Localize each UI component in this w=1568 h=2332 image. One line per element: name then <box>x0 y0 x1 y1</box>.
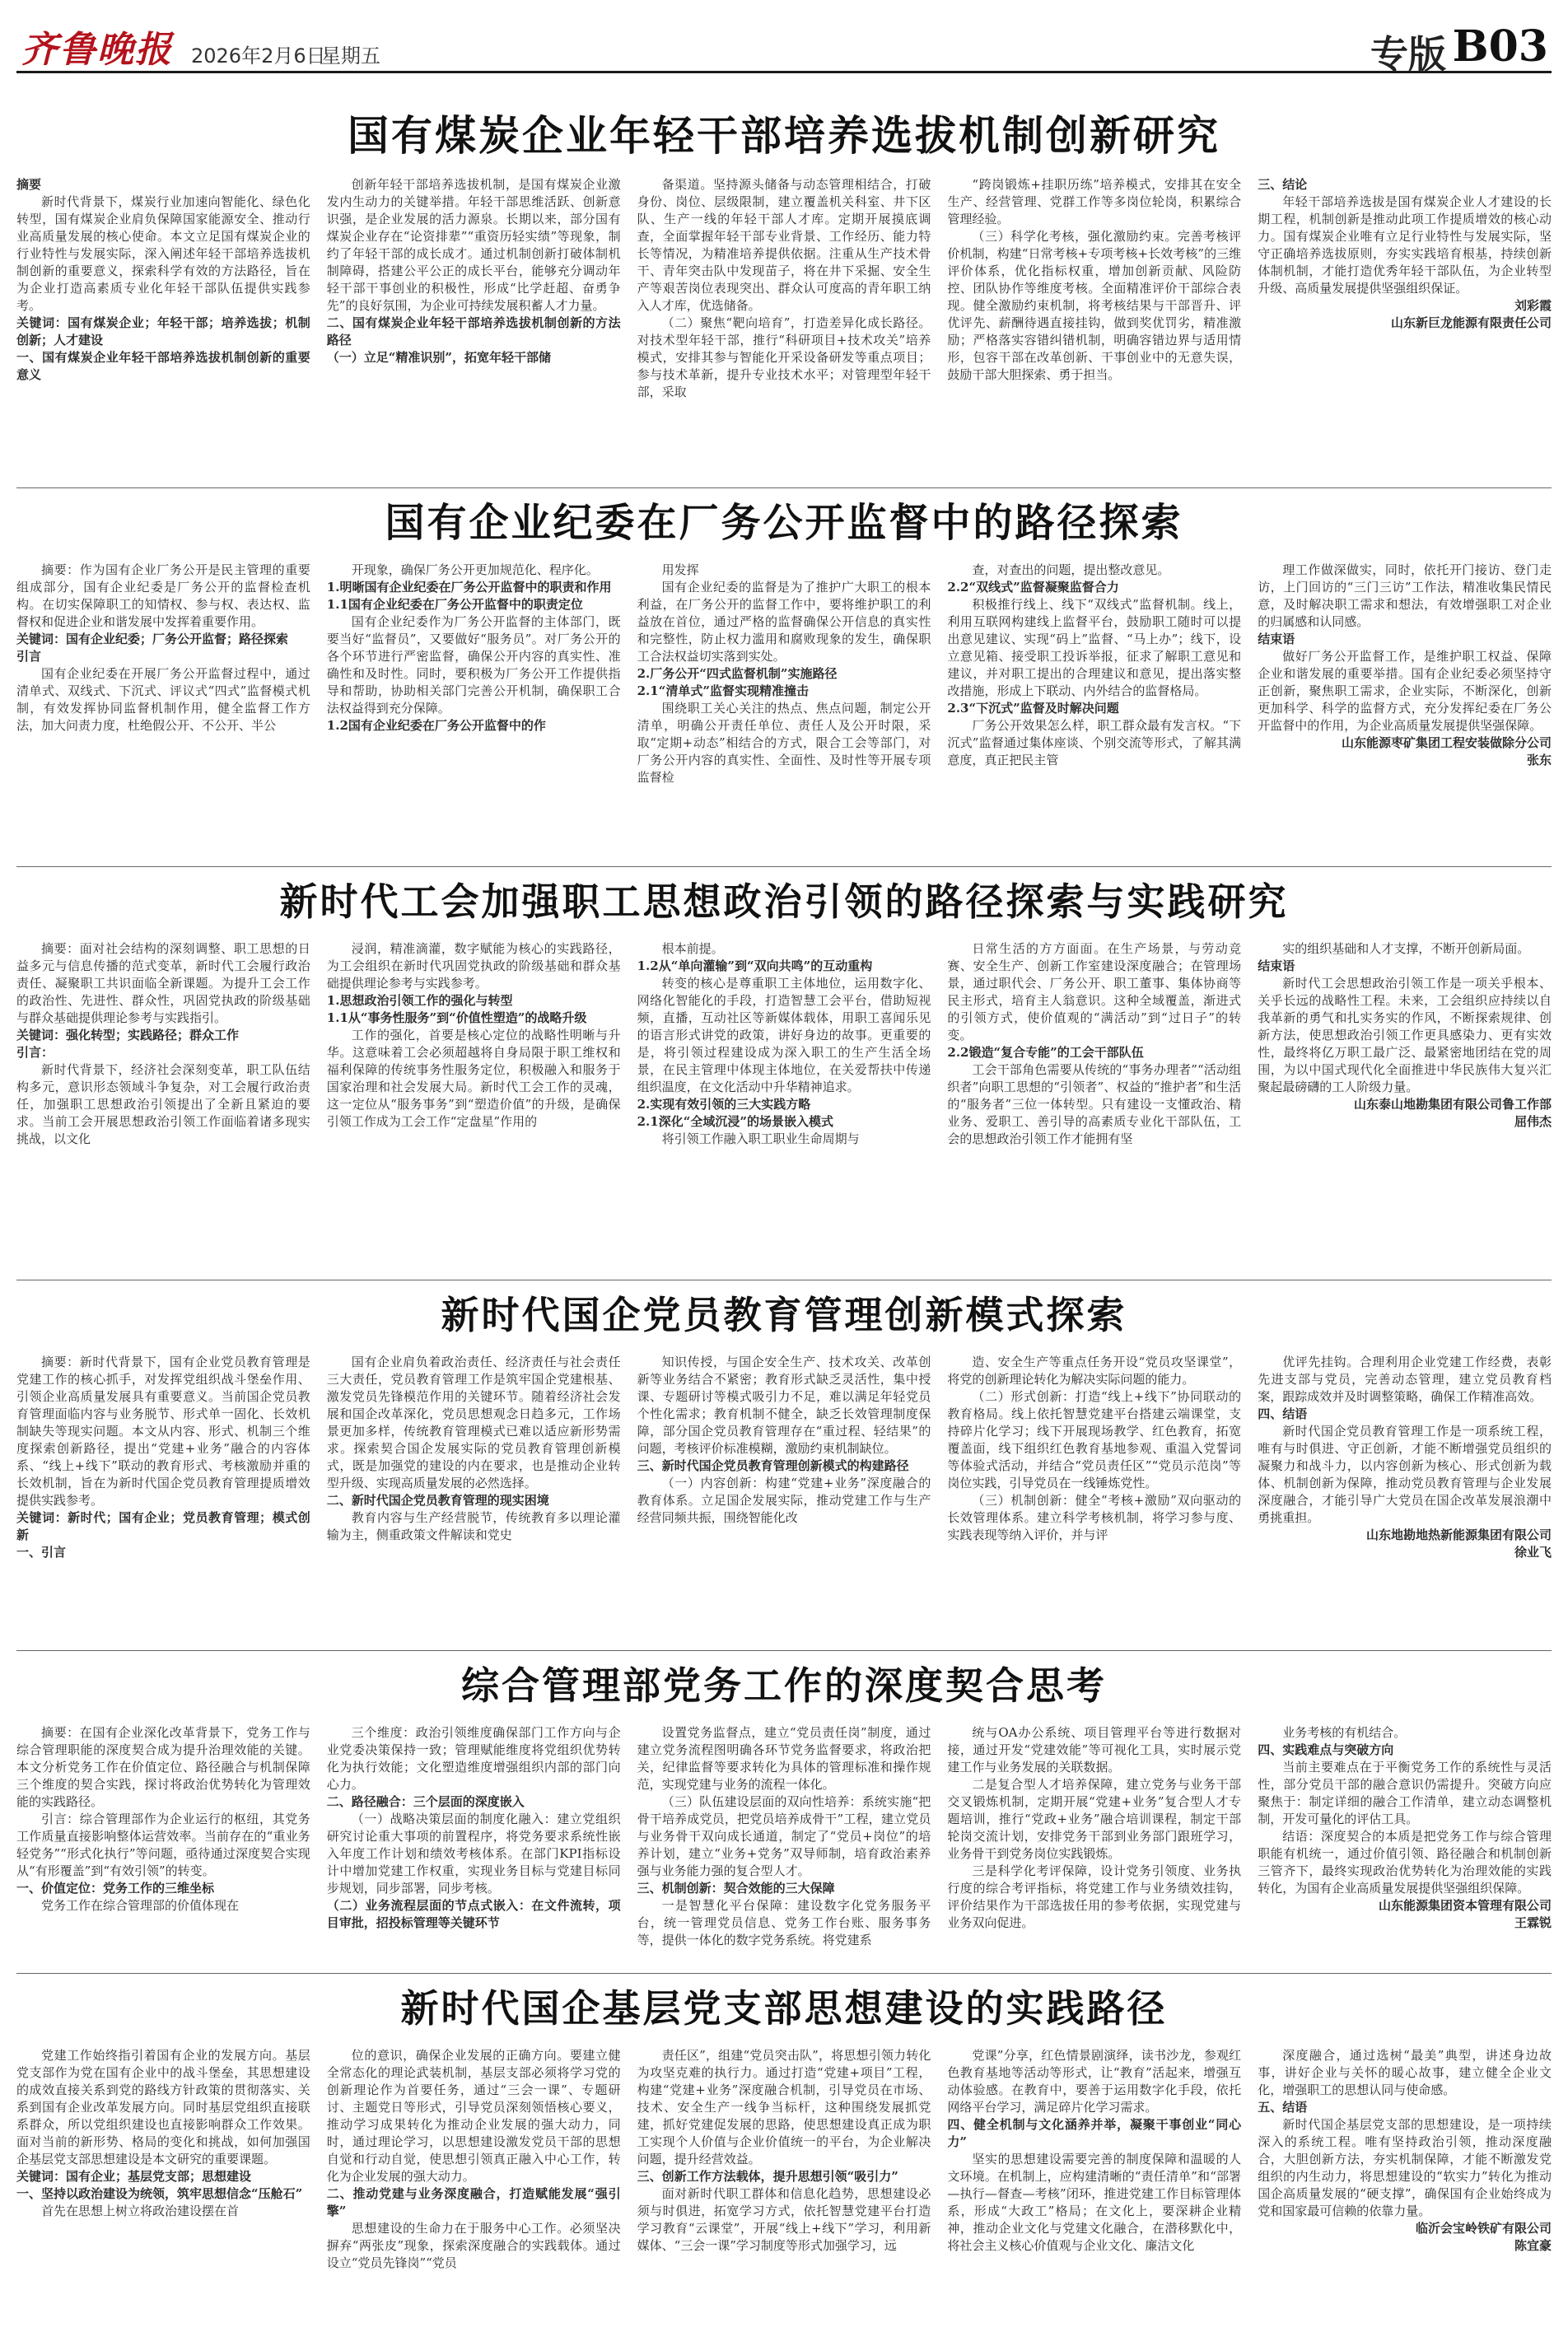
paragraph: 坚实的思想建设需要完善的制度保障和温暖的人文环境。在机制上，应构建清晰的“责任清单”和“部署—执行—督查—考核”闭环，推进党建工作目标管理体系，形成“大政工”格局；在文化上，要深耕企业精神，推动企业文化与党建文化融合，在潜移默化中，将社会主义核心价值观与企业文化、廉洁文化 <box>947 2152 1242 2253</box>
section-label: 专版 <box>1370 32 1446 77</box>
section-heading: 2.实现有效引领的三大实践方略 <box>637 1097 811 1112</box>
section-heading: 三、结论 <box>1258 177 1308 192</box>
section-heading: 1.2从“单向灌输”到“双向共鸣”的互动重构 <box>637 958 873 973</box>
author-line: 山东泰山地勘集团有限公司鲁工作部 <box>1353 1097 1552 1112</box>
paragraph: 优评先挂钩。合理利用企业党建工作经费，表彰先进支部与党员，完善动态管理，建立党员教育档案，跟踪成效并及时调整策略，确保工作精准高效。 <box>1258 1355 1552 1404</box>
article-divider <box>16 1973 1552 1974</box>
section-heading: 2.3“下沉式”监督及时解决问题 <box>947 701 1119 716</box>
paragraph: （一）战略决策层面的制度化融入：建立党组织研究讨论重大事项的前置程序，将党务要求系统性嵌入年度工作计划和绩效考核体系。在部门KPI指标设计中增加党建工作权重，实现业务目标与党建目标同步规划，同步部署，同步考核。 <box>326 1812 621 1896</box>
section-heading: 二、路径融合：三个层面的深度嵌入 <box>326 1794 525 1809</box>
section-heading: 结束语 <box>1258 632 1295 646</box>
paragraph: 深度融合，通过选树“最美”典型，讲述身边故事，讲好企业与关怀的暖心故事，建立健全企业文化，增强职工的思想认同与使命感。 <box>1258 2048 1552 2097</box>
article-columns <box>16 176 1552 506</box>
section-heading: 三、新时代国企党员教育管理创新模式的构建路径 <box>637 1458 909 1473</box>
paragraph: 摘要：作为国有企业厂务公开是民主管理的重要组成部分，国有企业纪委是厂务公开的监督检查机构。在切实保障职工的知情权、参与权、表达权、监督权和促进企业和谐发展中发挥着重要作用。 <box>16 562 310 629</box>
section-heading: （二）业务流程层面的节点式嵌入：在文件流转，项目审批，招投标管理等关键环节 <box>326 1898 621 1930</box>
paragraph: 浸润，精准滴灌，数字赋能为核心的实践路径，为工会组织在新时代巩固党执政的阶级基础和群众基础提供理论参考与实践参考。 <box>326 941 621 991</box>
text-column <box>637 1354 931 1690</box>
text-column <box>1258 940 1552 1322</box>
article-columns <box>16 1724 1552 2013</box>
issue-date: 2026年2月6日 <box>191 44 326 68</box>
page-number: B03 <box>1452 21 1548 72</box>
paragraph: 年轻干部培养选拔是国有煤炭企业人才建设的长期工程，机制创新是推动此项工作提质增效的核心动力。国有煤炭企业唯有立足行业特性与发展实际，坚守正确培养选拔原则，夯实实践培育根基，持续创新体制机制，才能打造优秀年轻干部队伍，为企业转型升级、高质量发展提供坚强组织保证。 <box>1258 194 1552 296</box>
article-columns <box>16 2047 1552 2332</box>
section-heading: 关键词：强化转型；实践路径；群众工作 <box>16 1028 240 1042</box>
text-column <box>16 940 310 1322</box>
section-heading: 引言 <box>16 649 42 664</box>
section-heading: 一、国有煤炭企业年轻干部培养选拔机制创新的重要意义 <box>16 350 310 382</box>
paragraph: 设置党务监督点，建立“党员责任岗”制度，通过建立党务流程图明确各环节党务监督要求，将政治把关，纪律监督等要求转化为具体的管理标准和操作规范，实现党建与业务的流程一体化。 <box>637 1725 931 1792</box>
section-heading: 一、引言 <box>16 1545 67 1560</box>
section-heading: 1.明晰国有企业纪委在厂务公开监督中的职责和作用 <box>326 580 612 595</box>
paragraph: 开现象，确保厂务公开更加规范化、程序化。 <box>351 562 599 577</box>
section-heading: 2.1“清单式”监督实现精准撞击 <box>637 683 809 698</box>
paragraph: （一）内容创新：构建“党建+业务”深度融合的教育体系。立足国企发展实际，推动党建工作与生产经营同频共振，围绕智能化改 <box>637 1476 931 1525</box>
paragraph: 将引领工作融入职工职业生命周期与 <box>661 1131 860 1146</box>
paragraph: 二是复合型人才培养保障，建立党务与业务干部交叉锻炼机制，定期开展“党建+业务”复合型人才专题培训，推行“党政+业务”融合培训课程，制定干部轮岗交流计划，安排党务干部到业务部门跟班学习，业务骨干到党务岗位实践锻炼。 <box>947 1777 1242 1861</box>
text-column <box>1258 2047 1552 2332</box>
section-heading: 三、创新工作方法载体，提升思想引领“吸引力” <box>637 2169 898 2184</box>
author-line: 临沂会宝岭铁矿有限公司 <box>1415 2221 1552 2236</box>
paragraph: 工会干部角色需要从传统的“事务办理者”“活动组织者”向职工思想的“引领者”、权益的“推护者”和生活的“服务者”三位一体转型。只有建设一支懂政治、精业务、爱职工、善引导的高素质专业化干部队伍，工会的思想政治引领工作才能拥有坚 <box>947 1062 1242 1146</box>
text-column <box>637 562 931 906</box>
text-column <box>1258 1724 1552 2013</box>
paragraph: 新时代国企基层党支部的思想建设，是一项持续深入的系统工程。唯有坚持政治引领，推动深度融合，大胆创新方法，夯实机制保障，才能不断激发党组织的内生动力，将思想建设的“软实力”转化为推动国企高质量发展的“硬支撑”，确保国有企业始终成为党和国家最可信赖的依靠力量。 <box>1258 2117 1552 2218</box>
text-column <box>947 2047 1241 2332</box>
section-heading: 2.1深化“全域沉浸”的场景嵌入模式 <box>637 1114 833 1129</box>
section-heading: 关键词：新时代；国有企业；党员教育管理；模式创新 <box>16 1510 310 1542</box>
section-heading: 摘要 <box>16 177 42 192</box>
text-column <box>947 1724 1241 2013</box>
paragraph: 三是科学化考评保障，设计党务引领度、业务执行度的综合考评指标，将党建工作与业务绩效挂钩，评价结果作为干部选拔任用的参考依据，实现党建与业务双向促进。 <box>947 1863 1242 1930</box>
section-heading: 三、机制创新：契合效能的三大保障 <box>637 1881 835 1896</box>
paragraph: 备渠道。坚持源头储备与动态管理相结合，打破身份、岗位、层级限制，建立覆盖机关科室、井下区队、生产一线的年轻干部人才库。定期开展摸底调查，全面掌握年轻干部专业背景、工作经历、能力特长等情况，为精准培养提供依据。注重从生产技术骨干、青年突击队中发现苗子，将在井下采掘、安全生产等艰苦岗位表现突出、群众认可度高的青年职工纳入人才库，优选储备。 <box>637 177 931 313</box>
paragraph: （二）聚焦“靶向培育”，打造差异化成长路径。对技术型年轻干部，推行“科研项目+技术攻关”培养模式，安排其参与智能化开采设备研发等重点项目；参与技术革新，提升专业技术水平；对管理型年轻干部，采取 <box>637 315 931 399</box>
author-line: 张东 <box>1526 753 1552 767</box>
article-title: 国有煤炭企业年轻干部培养选拔机制创新研究 <box>348 111 1220 160</box>
article-divider <box>16 866 1552 867</box>
text-column <box>1258 562 1552 906</box>
section-heading: 四、健全机制与文化涵养并举，凝聚干事创业“同心力” <box>947 2117 1242 2149</box>
text-column <box>16 1354 310 1690</box>
paragraph: 实的组织基础和人才支撑，不断开创新局面。 <box>1282 941 1530 956</box>
paragraph: 首先在思想上树立将政治建设摆在首 <box>41 2204 240 2218</box>
article-columns <box>16 562 1552 906</box>
article-title: 新时代国企基层党支部思想建设的实践路径 <box>400 1986 1168 2031</box>
paragraph: 转变的核心是尊重职工主体地位，运用数字化、网络化智能化的手段，打造智慧工会平台，借助短视频，直播，互动社区等新媒体载体，用职工喜闻乐见的语言形式讲党的政策，讲好身边的故事。更重要的是，将引领过程建设成为深入职工的生产生活全场景，在民主管理中体现主体地位，在关爱帮扶中传递组织温度，在文化活动中升华精神追求。 <box>637 976 931 1094</box>
text-column <box>16 2047 310 2332</box>
paragraph: 面对新时代职工群体和信息化趋势，思想建设必须与时俱进，拓宽学习方式，依托智慧党建平台打造学习教育“云课堂”，开展“线上+线下”学习，利用新媒体、“三会一课”学习制度等形式加强学习，远 <box>637 2186 931 2253</box>
paragraph: 三个维度：政治引领维度确保部门工作方向与企业党委决策保持一致；管理赋能维度将党组织优势转化为执行效能；文化塑造维度增强组织内部的部门向心力。 <box>326 1725 621 1792</box>
text-column <box>1258 1354 1552 1690</box>
text-column <box>637 176 931 506</box>
paragraph: 党建工作始终指引着国有企业的发展方向。基层党支部作为党在国有企业中的战斗堡垒，其思想建设的成效直接关系到党的路线方针政策的贯彻落实、关系到国有企业改革发展方向。同时基层党组织直接联系群众，所以党组织建设也直接影响群众工作效果。面对当前的新形势、格局的变化和挑战，如何加强国企基层党支部思想建设是本文研究的重要课题。 <box>16 2048 310 2166</box>
section-heading: 2.2“双线式”监督凝聚监督合力 <box>947 580 1119 595</box>
paragraph: 当前主要难点在于平衡党务工作的系统性与灵活性，部分党员干部的融合意识仍需提升。突破方向应聚焦于：制定详细的融合工作清单，建立动态调整机制，开发可量化的评估工具。 <box>1258 1760 1552 1826</box>
article-title: 新时代国企党员教育管理创新模式探索 <box>441 1293 1127 1337</box>
paragraph: 积极推行线上、线下“双线式”监督机制。线上，利用互联网构建线上监督平台，鼓励职工随时可以提出意见建议、实现“码上”监督、“马上办”；线下，设立意见箱、接受职工投诉举报，征求了解职工意见和建议，并对职工提出的合理建议和意见，提出落实整改措施，形成上下联动、内外结合的监督格局。 <box>947 597 1242 698</box>
article-divider <box>16 487 1552 488</box>
section-heading: 关键词：国有煤炭企业；年轻干部；培养选拔；机制创新；人才建设 <box>16 315 310 347</box>
author-line: 山东新巨龙能源有限责任公司 <box>1390 315 1552 330</box>
text-column <box>327 562 621 906</box>
paragraph: 国有企业纪委作为厂务公开监督的主体部门，既要当好“监督员”，又要做好“服务员”。对厂务公开的各个环节进行严密监督，确保公开内容的真实性、准确性和及时性。同时，要积极为厂务公开工作提供指导和帮助，协助相关部门完善公开机制，确保职工合法权益得到充分保障。 <box>326 614 621 716</box>
paragraph: （三）机制创新：健全“考核+激励”双向驱动的长效管理体系。建立科学考核机制，将学习参与度、实践表现等纳入评价，并与评 <box>947 1493 1242 1542</box>
section-heading: 1.1从“事务性服务”到“价值性塑造”的战略升级 <box>326 1010 587 1025</box>
paragraph: 一是智慧化平台保障：建设数字化党务服务平台，统一管理党员信息、党务工作台账、服务事务等，提供一体化的数字党务系统。将党建系 <box>637 1898 931 1947</box>
section-heading: 一、坚持以政治建设为统领，筑牢思想信念“压舱石” <box>16 2186 303 2201</box>
section-heading: 关键词：国有企业纪委；厂务公开监督；路径探索 <box>16 632 289 646</box>
article-title: 综合管理部党务工作的深度契合思考 <box>461 1663 1107 1708</box>
text-column <box>16 562 310 906</box>
author-line: 山东地勘地热新能源集团有限公司 <box>1365 1527 1552 1542</box>
paragraph: 做好厂务公开监督工作，是维护职工权益、保障企业和谐发展的重要举措。国有企业纪委必须坚持守正创新，聚焦职工需求，企业实际，不断深化，创新更加科学、科学的监督方式，充分发挥纪委在厂务公开监督中的作用，为企业高质量发展提供坚强保障。 <box>1258 649 1552 733</box>
text-column <box>327 176 621 506</box>
author-line: 刘彩霞 <box>1514 298 1552 313</box>
section-heading: 五、结语 <box>1258 2100 1308 2115</box>
text-column <box>327 2047 621 2332</box>
text-column <box>637 2047 931 2332</box>
paragraph: 创新年轻干部培养选拔机制，是国有煤炭企业激发内生动力的关键举措。年轻干部思维活跃、创新意识强，是企业发展的活力源泉。长期以来，部分国有煤炭企业存在“论资排辈”“重资历轻实绩”等现象，制约了年轻干部的成长成才。通过机制创新打破体制机制障碍，搭建公平公正的成长平台，能够充分调动年轻干部干事创业的积极性，形成“比学赶超、奋勇争先”的良好氛围，为企业可持续发展积蓄人才力量。 <box>326 177 621 313</box>
paragraph: 新时代背景下，煤炭行业加速向智能化、绿色化转型，国有煤炭企业肩负保障国家能源安全、推动行业高质量发展的核心使命。本文立足国有煤炭企业的行业特性与发展实际，深入阐述年轻干部培养选拔机制创新的重要意义，探索科学有效的方法路径，旨在为企业打造高素质专业化年轻干部队伍提供实践参考。 <box>16 194 310 313</box>
paragraph: 新时代国企党员教育管理工作是一项系统工程，唯有与时俱进、守正创新，才能不断增强党员组织的凝聚力和战斗力，以内容创新为核心、形式创新为载体、机制创新为保障，推动党员教育管理与企业发展深度融合，才能引导广大党员在国企改革发展浪潮中勇挑重担。 <box>1258 1424 1552 1525</box>
paragraph: “跨岗锻炼+挂职历练”培养模式，安排其在安全生产、经营管理、党群工作等多岗位轮岗，积累综合管理经验。 <box>947 177 1242 226</box>
section-heading: 引言： <box>16 1045 54 1060</box>
section-heading: 关键词：国有企业；基层党支部；思想建设 <box>16 2169 252 2184</box>
paragraph: 结语：深度契合的本质是把党务工作与综合管理职能有机统一，通过价值引领、路径融合和机制创新三管齐下，最终实现政治优势转化为治理效能的实践转化，为国有企业高质量发展提供坚强组织保障。 <box>1258 1829 1552 1896</box>
paragraph: 引言：综合管理部作为企业运行的枢纽，其党务工作质量直接影响整体运营效率。当前存在的“重业务轻党务”“形式化执行”等问题，亟待通过深度契合实现从“有形覆盖”到“有效引领”的转变。 <box>16 1812 310 1878</box>
text-column <box>327 940 621 1322</box>
paragraph: 摘要：新时代背景下，国有企业党员教育管理是党建工作的核心抓手，对发挥党组织战斗堡垒作用、引领企业高质量发展具有重要意义。当前国企党员教育管理面临内容与业务脱节、形式单一固化、长效机制缺失等现实问题。本文从内容、形式、机制三个维度探索创新路径，提出“党建+业务”融合的内容体系、“线上+线下”联动的教育形式、考核激励并重的长效机制，旨在为新时代国企党员教育管理提质增效提供实践参考。 <box>16 1355 310 1508</box>
paragraph: （三）科学化考核，强化激励约束。完善考核评价机制，构建“日常考核+专项考核+长效考核”的三维评价体系，优化指标权重，增加创新贡献、风险防控、团队协作等维度考核。全面精准评价干部综合表现。健全激励约束机制，将考核结果与干部晋升、评优评先、薪酬待遇直接挂钩，做到奖优罚劣，精准激励；严格落实容错纠错机制，明确容错边界与适用情形，包容干部在改革创新、干事创业中的无意失误，鼓励干部大胆探索、勇于担当。 <box>947 229 1242 382</box>
text-column <box>327 1724 621 2013</box>
paragraph: 日常生活的方方面面。在生产场景，与劳动竞赛、安全生产、创新工作室建设深度融合；在管理场景，通过职代会、厂务公开、职工董事、集体协商等民主形式，培育主人翁意识。这种全域覆盖，渐进式的引领方式，使价值观的“满活动”到“过日子”的转变。 <box>947 941 1242 1042</box>
paragraph: 国有企业肩负着政治责任、经济责任与社会责任三大责任，党员教育管理工作是筑牢国企党建根基、激发党员先锋模范作用的关键环节。随着经济社会发展和国企改革深化，党员思想观念日趋多元，工作场景更加多样，传统教育管理模式已难以适应新形势需求。探索契合国企发展实际的党员教育管理创新模式，既是加强党的建设的内在要求，也是推动企业转型升级、实现高质量发展的必然选择。 <box>326 1355 621 1490</box>
paragraph: 新时代背景下，经济社会深刻变革，职工队伍结构多元，意识形态领域斗争复杂，对工会履行政治责任，加强职工思想政治引领提出了全新且紧迫的要求。当前工会开展思想政治引领工作面临着诸多现实挑战，以文化 <box>16 1062 310 1146</box>
article-divider <box>16 1650 1552 1651</box>
paragraph: 国有企业纪委的监督是为了推护广大职工的根本利益，在厂务公开的监督工作中，要将维护职工的利益放在首位，通过严格的监督确保公开信息的真实性和完整性，防止权力滥用和腐败现象的发生，确保职工合法权益切实落到实处。 <box>637 580 931 664</box>
section-heading: （一）立足“精准识别”，拓宽年轻干部储 <box>326 350 552 365</box>
issue-weekday: 星期五 <box>321 44 380 68</box>
masthead <box>16 15 1552 77</box>
newspaper-logo: 齐鲁晚报 <box>21 29 173 71</box>
paragraph: 国有企业纪委在开展厂务公开监督过程中，通过清单式、双线式、下沉式、评议式“四式”监督模式机制，有效发挥协同监督机制作用，健全监督工作方法，加大问责力度，杜绝假公开、不公开、半公 <box>16 666 310 733</box>
paragraph: 党课”分享，红色情景剧演绎，读书沙龙，参观红色教育基地等活动等形式，让“教育”活起来，增强互动体验感。在教育中，要善于运用数字化手段，依托网络平台学习，满足碎片化学习需求。 <box>947 2048 1242 2115</box>
section-heading: 一、价值定位：党务工作的三维坐标 <box>16 1881 215 1896</box>
section-heading: 结束语 <box>1258 958 1295 973</box>
text-column <box>327 1354 621 1690</box>
section-heading: 1.1国有企业纪委在厂务公开监督中的职责定位 <box>326 597 583 612</box>
paragraph: 责任区”，组建“党员突击队”，将思想引领力转化为攻坚克难的执行力。通过打造“党建+项目”工程，构建“党建+业务”深度融合机制，引导党员在市场、技术、安全生产一线争当标杆，这种围绕发展抓党建，抓好党建促发展的思路，使思想建设真正成为职工实现个人价值与企业价值统一的平台，为企业解决问题，提升经营效益。 <box>637 2048 931 2166</box>
paragraph: 新时代工会思想政治引领工作是一项关乎根本、关乎长远的战略性工程。未来，工会组织应持续以自我革新的勇气和扎实务实的作风，不断探索规律、创新方法，使思想政治引领工作更具感染力、更有实效性，最终将亿万职工最广泛、最紧密地团结在党的周围，为以中国式现代化全面推进中华民族伟大复兴汇聚起最磅礴的工人阶级力量。 <box>1258 976 1552 1094</box>
paragraph: 党务工作在综合管理部的价值体现在 <box>41 1898 240 1913</box>
paragraph: 思想建设的生命力在于服务中心工作。必须坚决摒弃“两张皮”现象，探索深度融合的实践载体。通过设立“党员先锋岗”“党员 <box>326 2221 621 2270</box>
article-columns <box>16 1354 1552 1690</box>
article-title: 国有企业纪委在厂务公开监督中的路径探索 <box>385 500 1183 546</box>
paragraph: （三）队伍建设层面的双向性培养：系统实施“把骨干培养成党员，把党员培养成骨干”工程，建立党员与业务骨干双向成长通道，制定了“党员+岗位”的培养计划，建立“业务+党务”双导师制，培育政治素养强与业务能力强的复合型人才。 <box>637 1794 931 1878</box>
text-column <box>637 940 931 1322</box>
paragraph: 理工作做深做实，同时，依托开门接访、登门走访，上门回访的“三门三访”工作法，精准收集民情民意，及时解决职工需求和想法，有效增强职工对企业的归属感和认同感。 <box>1258 562 1552 629</box>
paragraph: 根本前提。 <box>661 941 724 956</box>
section-heading: 2.厂务公开“四式监督机制”实施路径 <box>637 666 838 681</box>
text-column <box>947 1354 1241 1690</box>
author-line: 陈宜豪 <box>1514 2238 1552 2253</box>
paragraph: 教育内容与生产经营脱节，传统教育多以理论灌输为主，侧重政策文件解读和党史 <box>326 1510 621 1542</box>
paragraph: 围绕职工关心关注的热点、焦点问题，制定公开清单，明确公开责任单位、责任人及公开时限，采取“定期+动态”相结合的方式，限合工会等部门，对厂务公开内容的真实性、全面性、及时性等开展专项监督检 <box>637 701 931 785</box>
section-heading: 四、实践难点与突破方向 <box>1258 1742 1394 1757</box>
section-heading: 二、推动党建与业务深度融合，打造赋能发展“强引擎” <box>326 2186 621 2218</box>
paragraph: 摘要：面对社会结构的深刻调整、职工思想的日益多元与信息传播的范式变革，新时代工会履行政治责任、凝聚职工共识面临全新课题。为提升工会工作的政治性、先进性、群众性，巩固党执政的阶级基础与群众基础提供理论参考与实践指引。 <box>16 941 310 1025</box>
text-column <box>947 940 1241 1322</box>
article-columns <box>16 940 1552 1322</box>
text-column <box>1258 176 1552 506</box>
paragraph: 工作的强化，首要是核心定位的战略性明晰与升华。这意味着工会必须超越将自身局限于职工维权和福利保障的传统事务性服务定位，积极融入和服务于国家治理和社会发展大局。新时代工会工作的灵魂，这一定位从“服务事务”到“塑造价值”的升级，是确保引领工作成为工会工作“定盘星”作用的 <box>326 1028 621 1129</box>
text-column <box>947 176 1241 506</box>
text-column <box>947 562 1241 906</box>
section-heading: 1.思想政治引领工作的强化与转型 <box>326 993 513 1008</box>
paragraph: 知识传授，与国企安全生产、技术攻关、改革创新等业务结合不紧密；教育形式缺乏灵活性，集中授课、专题研讨等模式吸引力不足，难以满足年轻党员个性化需求；教育机制不健全，缺乏长效管理制度保障，部分国企党员教育管理存在“重过程、轻结果”的问题，考核评价标准模糊，激励约束机制缺位。 <box>637 1355 931 1456</box>
paragraph: 厂务公开效果怎么样，职工群众最有发言权。“下沉式”监督通过集体座谈、个别交流等形式，了解其满意度，真正把民主管 <box>947 718 1242 767</box>
section-heading: 二、国有煤炭企业年轻干部培养选拔机制创新的方法路径 <box>326 315 621 347</box>
section-heading: 2.2锻造“复合专能”的工会干部队伍 <box>947 1045 1144 1060</box>
author-line: 王霖锐 <box>1514 1915 1552 1930</box>
paragraph: 造、安全生产等重点任务开设“党员攻坚课堂”，将党的创新理论转化为解决实际问题的能力。 <box>947 1355 1242 1387</box>
paragraph: 统与OA办公系统、项目管理平台等进行数据对接，通过开发“党建效能”等可视化工具，实时展示党建工作与业务发展的关联数据。 <box>947 1725 1242 1775</box>
author-line: 山东能源枣矿集团工程安装做除分公司 <box>1341 735 1552 750</box>
text-column <box>637 1724 931 2013</box>
paragraph: 业务考核的有机结合。 <box>1282 1725 1407 1740</box>
author-line: 徐业飞 <box>1514 1545 1552 1560</box>
section-heading: 四、结语 <box>1258 1406 1308 1421</box>
paragraph: 位的意识，确保企业发展的正确方向。要建立健全常态化的理论武装机制，基层支部必须将学习党的创新理论作为首要任务，通过“三会一课”、专题研讨、主题党日等形式，引导党员深刻领悟核心要义，推动学习成果转化为推动企业发展的强大动力，同时，通过理论学习，以思想建设激发党员干部的思想自觉和行动自觉，使思想引领真正融入中心工作，转化为企业发展的强大动力。 <box>326 2048 621 2184</box>
paragraph: 查，对查出的问题，提出整改意见。 <box>972 562 1170 577</box>
text-column <box>16 1724 310 2013</box>
paragraph: 用发挥 <box>661 562 699 577</box>
paragraph: 摘要：在国有企业深化改革背景下，党务工作与综合管理职能的深度契合成为提升治理效能的关键。本文分析党务工作在价值定位、路径融合与机制保障三个维度的契合实践，探讨将政治优势转化为管理效能的实践路径。 <box>16 1725 310 1809</box>
paragraph: （二）形式创新：打造“线上+线下”协同联动的教育格局。线上依托智慧党建平台搭建云端课堂，支持碎片化学习；线下开展现场教学、红色教育，拓宽覆盖面，线下组织红色教育基地参观、重温入党誓词等体验式活动，并结合“党员责任区”“党员示范岗”等岗位实践，引导党员在一线锤炼党性。 <box>947 1389 1242 1490</box>
section-heading: 二、新时代国企党员教育管理的现实困境 <box>326 1493 549 1508</box>
section-heading: 1.2国有企业纪委在厂务公开监督中的作 <box>326 718 546 733</box>
author-line: 山东能源集团资本管理有限公司 <box>1378 1898 1552 1913</box>
author-line: 屈伟杰 <box>1514 1114 1552 1129</box>
text-column <box>16 176 310 506</box>
article-title: 新时代工会加强职工思想政治引领的路径探索与实践研究 <box>279 879 1289 924</box>
